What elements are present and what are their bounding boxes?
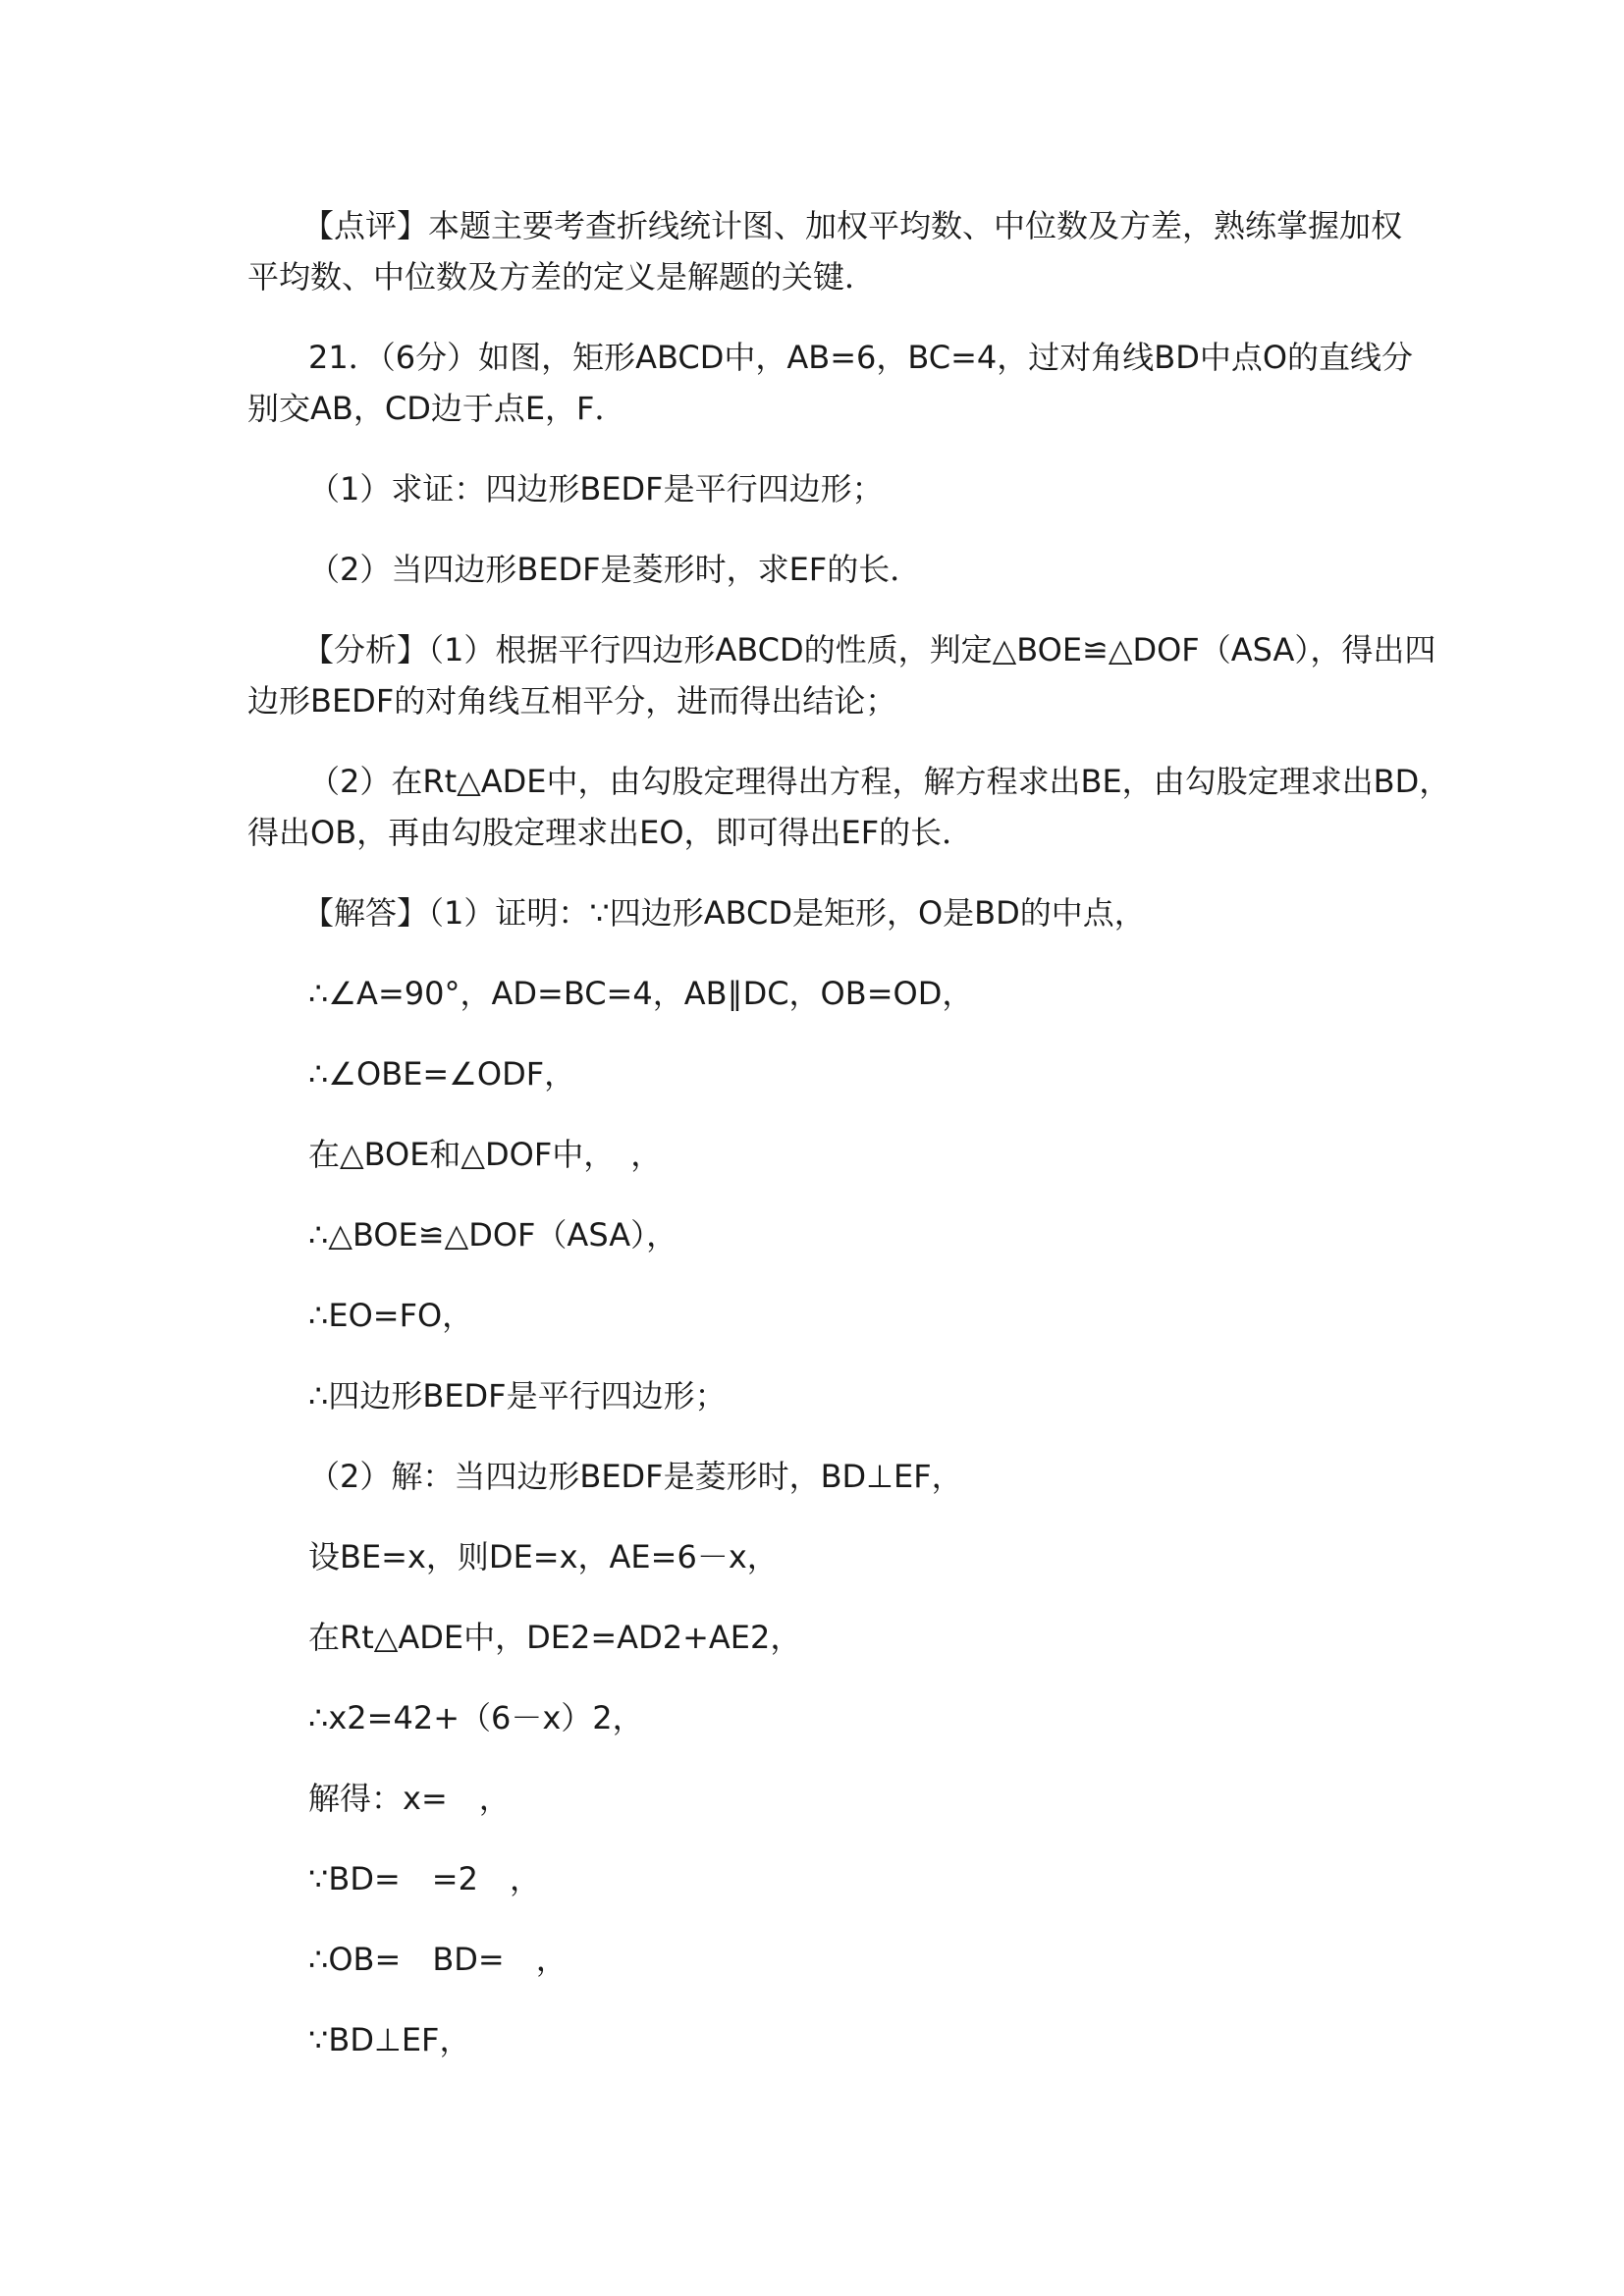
- solution-line: 【解答】（1）证明：∵四边形ABCD是矩形，O是BD的中点，: [302, 894, 1146, 932]
- solution-line: 解得：x= ，: [308, 1780, 511, 1817]
- analysis-line-4: 得出OB，再由勾股定理求出EO，即可得出EF的长．: [247, 814, 974, 851]
- solution-line: 在Rt△ADE中，DE2=AD2+AE2，: [308, 1619, 802, 1656]
- comment-line-1: 【点评】本题主要考查折线统计图、加权平均数、中位数及方差，熟练掌握加权: [302, 207, 1403, 244]
- analysis-line-3: （2）在Rt△ADE中，由勾股定理得出方程，解方程求出BE，由勾股定理求出BD，: [308, 763, 1451, 800]
- solution-line: 设BE=x，则DE=x，AE=6－x，: [308, 1538, 779, 1575]
- solution-line: 在△BOE和△DOF中， ，: [308, 1136, 663, 1173]
- solution-line: （2）解：当四边形BEDF是菱形时，BD⊥EF，: [308, 1458, 963, 1495]
- solution-line: ∵BD= =2 ，: [308, 1860, 541, 1897]
- solution-line: ∴EO=FO，: [308, 1297, 474, 1334]
- analysis-line-2: 边形BEDF的对角线互相平分，进而得出结论；: [247, 682, 897, 720]
- solution-line: ∴△BOE≌△DOF（ASA），: [308, 1216, 678, 1254]
- solution-line: ∴OB= BD= ，: [308, 1941, 568, 1978]
- analysis-line-1: 【分析】（1）根据平行四边形ABCD的性质，判定△BOE≌△DOF（ASA），得出四: [302, 631, 1436, 668]
- problem-line-1: 21．（6分）如图，矩形ABCD中，AB=6，BC=4，过对角线BD中点O的直线分: [308, 339, 1414, 376]
- solution-line: ∵BD⊥EF，: [308, 2021, 471, 2058]
- problem-part-1: （1）求证：四边形BEDF是平行四边形；: [308, 470, 884, 507]
- solution-line: ∴∠OBE=∠ODF，: [308, 1055, 576, 1093]
- solution-line: ∴x2=42+（6－x）2，: [308, 1699, 644, 1736]
- comment-line-2: 平均数、中位数及方差的定义是解题的关键．: [247, 258, 877, 295]
- problem-line-2: 别交AB，CD边于点E，F．: [247, 390, 626, 427]
- problem-part-2: （2）当四边形BEDF是菱形时，求EF的长．: [308, 551, 922, 588]
- solution-line: ∴∠A=90°，AD=BC=4，AB∥DC，OB=OD，: [308, 975, 974, 1012]
- solution-line: ∴四边形BEDF是平行四边形；: [308, 1377, 727, 1415]
